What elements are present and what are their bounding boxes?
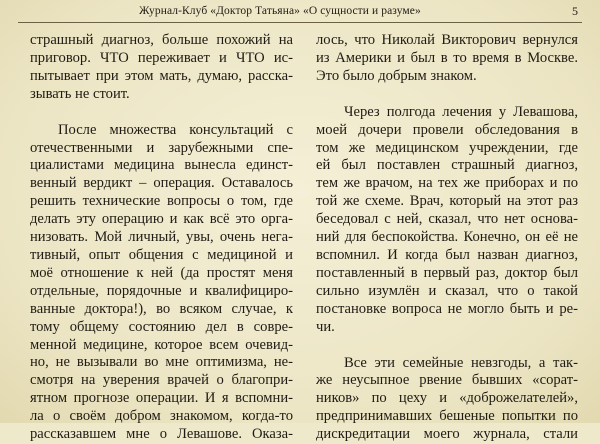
text-line: приговор. ЧТО переживает и ЧТО ис- xyxy=(30,50,293,68)
text-line: ей был поставлен страшный диагноз, xyxy=(316,157,578,175)
text-line: зывать не стоит. xyxy=(30,86,293,104)
text-line: рассказавшем мне о Левашове. Оказа- xyxy=(30,426,293,444)
text-line: тем же врачом, на тех же приборах и по xyxy=(316,175,578,193)
text-line: лось, что Николай Викторович вернулся xyxy=(316,32,578,50)
right-column xyxy=(316,32,578,444)
text-line: сильно изумлён и сказал, что о такой xyxy=(316,283,578,301)
paragraph xyxy=(30,32,293,104)
journal-title: Журнал-Клуб «Доктор Татьяна» «О сущности и разуме» xyxy=(18,5,542,17)
text-line: циалистами медицина вынесла единст- xyxy=(30,157,293,175)
text-line: решить технические вопросы о том, где xyxy=(30,193,293,211)
text-line: страшный диагноз, больше похожий на xyxy=(30,32,293,50)
text-line: низовать. Мой личный, увы, очень нега- xyxy=(30,229,293,247)
paragraph xyxy=(316,355,578,444)
left-column xyxy=(30,32,293,444)
text-line: моё отношение к ней (да простят меня xyxy=(30,265,293,283)
text-line: отдельные, порядочные и квалифициро- xyxy=(30,283,293,301)
text-line: пытывает при этом мать, думаю, расска- xyxy=(30,68,293,86)
text-line: постановке вопроса не могло быть и ре- xyxy=(316,301,578,319)
text-line: После множества консультаций с xyxy=(30,122,293,140)
paragraph xyxy=(30,122,293,444)
text-line: моей дочери провели обследования в xyxy=(316,122,578,140)
text-line: делать эту операцию и как всё это орга- xyxy=(30,211,293,229)
text-line: венный вердикт – операция. Оставалось xyxy=(30,175,293,193)
text-line: Все эти семейные невзгоды, а так- xyxy=(316,355,578,373)
text-line: ний для беспокойства. Конечно, он её не xyxy=(316,229,578,247)
text-line: смотря на уверения врачей о благопри- xyxy=(30,372,293,390)
text-line: чи. xyxy=(316,319,578,337)
text-line: тивный, опыт общения с медициной и xyxy=(30,247,293,265)
running-header xyxy=(18,4,582,22)
text-line: Через полгода лечения у Левашова, xyxy=(316,104,578,122)
text-line: менной медицине, которое всем очевид- xyxy=(30,337,293,355)
text-line: тому общему состоянию дел в совре- xyxy=(30,319,293,337)
text-line: ников» по цеху и «доброжелателей», xyxy=(316,390,578,408)
text-line: ятном прогнозе операции. И я вспомни- xyxy=(30,390,293,408)
text-line: ла о своём добром знакомом, когда-то xyxy=(30,408,293,426)
paragraph xyxy=(316,32,578,86)
paragraph xyxy=(316,104,578,337)
text-line: из Америки и был в то время в Москве. xyxy=(316,50,578,68)
text-line: дискредитации моего журнала, стали xyxy=(316,426,578,444)
text-line: предпринимавших бешеные попытки по xyxy=(316,408,578,426)
text-line: но, не вызывали во мне оптимизма, не- xyxy=(30,354,293,372)
text-line: Это было добрым знаком. xyxy=(316,68,578,86)
text-line: отечественными и зарубежными спе- xyxy=(30,140,293,158)
text-line: поставленный в первый раз, доктор был xyxy=(316,265,578,283)
header-rule xyxy=(18,22,582,23)
text-line: беседовал с ней, сказал, что нет основа- xyxy=(316,211,578,229)
text-line: же неусыпное рвение бывших «сорат- xyxy=(316,372,578,390)
text-line: том же медицинском учреждении, где xyxy=(316,140,578,158)
text-line: той же схеме. Врач, который на этот раз xyxy=(316,193,578,211)
text-line: ванные доктора!), во всяком случае, к xyxy=(30,301,293,319)
page-number: 5 xyxy=(572,4,578,19)
text-line: вспомнил. И когда был назван диагноз, xyxy=(316,247,578,265)
